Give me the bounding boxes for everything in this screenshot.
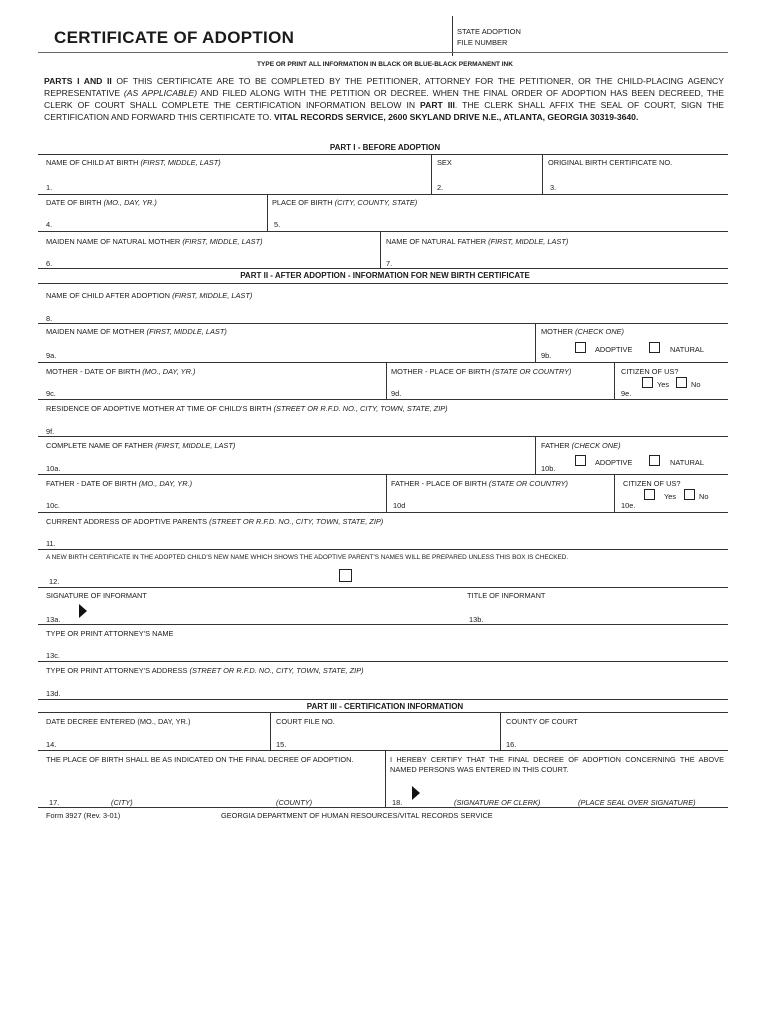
place-of-birth-label: PLACE OF BIRTH (CITY, COUNTY, STATE) bbox=[272, 198, 418, 207]
mother-natural-label: NATURAL bbox=[670, 345, 704, 354]
attorney-address-label: TYPE OR PRINT ATTORNEY'S ADDRESS (STREET OR R.F.D. NO., CITY, TOWN, STATE, ZIP) bbox=[46, 666, 364, 675]
court-file-number-label: COURT FILE NO. bbox=[276, 717, 335, 726]
field-num-15[interactable]: 15. bbox=[276, 740, 287, 749]
attorney-name-label: TYPE OR PRINT ATTORNEY'S NAME bbox=[46, 629, 174, 638]
field-num-9e: 9e. bbox=[621, 389, 632, 398]
father-pob-label: FATHER - PLACE OF BIRTH (STATE OR COUNTRY) bbox=[391, 479, 568, 488]
mother-citizen-no-checkbox[interactable] bbox=[676, 377, 687, 388]
ink-instruction: TYPE OR PRINT ALL INFORMATION IN BLACK OR BLUE-BLACK PERMANENT INK bbox=[257, 61, 513, 68]
field-num-7[interactable]: 7. bbox=[386, 259, 393, 268]
city-hint: (CITY) bbox=[111, 798, 133, 807]
clerk-sign-arrow-icon bbox=[412, 786, 420, 800]
field-num-4[interactable]: 4. bbox=[46, 220, 53, 229]
field-num-13c[interactable]: 13c. bbox=[46, 651, 60, 660]
field-num-3[interactable]: 3. bbox=[550, 183, 557, 192]
field-num-10a[interactable]: 10a. bbox=[46, 464, 61, 473]
mother-check-one-label: MOTHER (CHECK ONE) bbox=[541, 327, 624, 336]
father-natural-checkbox[interactable] bbox=[649, 455, 660, 466]
county-hint: (COUNTY) bbox=[276, 798, 313, 807]
field-num-9b: 9b. bbox=[541, 351, 552, 360]
mother-citizen-yes-label: Yes bbox=[657, 380, 670, 389]
father-citizen-no-label: No bbox=[699, 492, 709, 501]
residence-adoptive-mother-label: RESIDENCE OF ADOPTIVE MOTHER AT TIME OF CHILD'S BIRTH (STREET OR R.F.D. NO., CITY, TOWN, STATE, ZIP) bbox=[46, 404, 448, 413]
mother-adoptive-label: ADOPTIVE bbox=[595, 345, 633, 354]
field-num-9c[interactable]: 9c. bbox=[46, 389, 56, 398]
state-adoption-file-number-box[interactable] bbox=[452, 16, 521, 56]
form-number: Form 3927 (Rev. 3-01) bbox=[46, 811, 121, 820]
part2-heading: PART II - AFTER ADOPTION - INFORMATION FOR NEW BIRTH CERTIFICATE bbox=[240, 271, 530, 280]
field-num-2[interactable]: 2. bbox=[437, 183, 444, 192]
field-num-13d[interactable]: 13d. bbox=[46, 689, 61, 698]
mother-maiden-name-label: MAIDEN NAME OF MOTHER (FIRST, MIDDLE, LAST) bbox=[46, 327, 227, 336]
mother-citizen-yes-checkbox[interactable] bbox=[642, 377, 653, 388]
field-num-10c[interactable]: 10c. bbox=[46, 501, 60, 510]
clerk-certification-statement: I HEREBY CERTIFY THAT THE FINAL DECREE OF ADOPTION CONCERNING THE ABOVE NAMED PERSONS WAS ENTERED IN THIS COURT. bbox=[390, 755, 724, 774]
header-divider bbox=[38, 52, 728, 53]
new-certificate-note: A NEW BIRTH CERTIFICATE IN THE ADOPTED CHILD'S NEW NAME WHICH SHOWS THE ADOPTIVE PARENT'S NAMES WILL BE PREPARED UNLESS THIS BOX IS CHECKED. bbox=[46, 554, 569, 561]
father-natural-label: NATURAL bbox=[670, 458, 704, 467]
current-address-label: CURRENT ADDRESS OF ADOPTIVE PARENTS (STREET OR R.F.D. NO., CITY, TOWN, STATE, ZIP) bbox=[46, 517, 384, 526]
original-birth-cert-label: ORIGINAL BIRTH CERTIFICATE NO. bbox=[548, 158, 673, 167]
father-name-label: COMPLETE NAME OF FATHER (FIRST, MIDDLE, LAST) bbox=[46, 441, 236, 450]
field-num-12: 12. bbox=[49, 577, 60, 586]
part3-heading: PART III - CERTIFICATION INFORMATION bbox=[306, 702, 464, 711]
informant-title-label: TITLE OF INFORMANT bbox=[467, 591, 546, 600]
field-num-10e: 10e. bbox=[621, 501, 636, 510]
field-num-1[interactable]: 1. bbox=[46, 183, 53, 192]
state-adoption-label: STATE ADOPTION bbox=[457, 27, 521, 36]
father-adoptive-label: ADOPTIVE bbox=[595, 458, 633, 467]
field-num-10d[interactable]: 10d bbox=[393, 501, 406, 510]
field-num-13a[interactable]: 13a. bbox=[46, 615, 61, 624]
date-of-birth-label: DATE OF BIRTH (MO., DAY, YR.) bbox=[46, 198, 157, 207]
no-new-certificate-checkbox[interactable] bbox=[339, 569, 352, 582]
place-of-birth-note: THE PLACE OF BIRTH SHALL BE AS INDICATED ON THE FINAL DECREE OF ADOPTION. bbox=[46, 755, 354, 764]
field-num-18[interactable]: 18. bbox=[392, 798, 403, 807]
field-num-9f[interactable]: 9f. bbox=[46, 427, 55, 436]
name-at-birth-label: NAME OF CHILD AT BIRTH (FIRST, MIDDLE, LAST) bbox=[46, 158, 221, 167]
field-num-6[interactable]: 6. bbox=[46, 259, 53, 268]
field-num-16[interactable]: 16. bbox=[506, 740, 517, 749]
mother-pob-label: MOTHER - PLACE OF BIRTH (STATE OR COUNTRY) bbox=[391, 367, 572, 376]
natural-father-label: NAME OF NATURAL FATHER (FIRST, MIDDLE, LAST) bbox=[386, 237, 569, 246]
field-num-5[interactable]: 5. bbox=[274, 220, 281, 229]
mother-natural-checkbox[interactable] bbox=[649, 342, 660, 353]
mother-citizen-label: CITIZEN OF US? bbox=[621, 367, 679, 376]
field-num-17[interactable]: 17. bbox=[49, 798, 60, 807]
field-num-11[interactable]: 11. bbox=[46, 539, 56, 548]
field-num-9a[interactable]: 9a. bbox=[46, 351, 57, 360]
part1-heading: PART I - BEFORE ADOPTION bbox=[329, 143, 441, 152]
mother-adoptive-checkbox[interactable] bbox=[575, 342, 586, 353]
father-citizen-yes-checkbox[interactable] bbox=[644, 489, 655, 500]
father-check-one-label: FATHER (CHECK ONE) bbox=[541, 441, 621, 450]
name-after-adoption-label: NAME OF CHILD AFTER ADOPTION (FIRST, MIDDLE, LAST) bbox=[46, 291, 253, 300]
file-number-label: FILE NUMBER bbox=[457, 38, 508, 47]
father-citizen-no-checkbox[interactable] bbox=[684, 489, 695, 500]
field-num-13b[interactable]: 13b. bbox=[469, 615, 484, 624]
form-title: CERTIFICATE OF ADOPTION bbox=[54, 28, 295, 47]
divider bbox=[38, 154, 728, 155]
sex-label: SEX bbox=[437, 158, 452, 167]
decree-date-label: DATE DECREE ENTERED (MO., DAY, YR.) bbox=[46, 717, 191, 726]
field-num-10b: 10b. bbox=[541, 464, 556, 473]
department-footer: GEORGIA DEPARTMENT OF HUMAN RESOURCES/VITAL RECORDS SERVICE bbox=[221, 811, 493, 820]
father-citizen-label: CITIZEN OF US? bbox=[623, 479, 681, 488]
informant-signature-label: SIGNATURE OF INFORMANT bbox=[46, 591, 147, 600]
mother-citizen-no-label: No bbox=[691, 380, 701, 389]
mother-dob-label: MOTHER - DATE OF BIRTH (MO., DAY, YR.) bbox=[46, 367, 196, 376]
natural-mother-label: MAIDEN NAME OF NATURAL MOTHER (FIRST, MIDDLE, LAST) bbox=[46, 237, 263, 246]
form-instructions: PARTS I AND II OF THIS CERTIFICATE ARE TO BE COMPLETED BY THE PETITIONER, ATTORNEY FOR THE PETITIONER, OR THE CHILD-PLACING AGENCY REPRESENTATIVE (AS APPLICABLE) AND FILED ALONG WITH THE PETITION OR DECREE. WHEN THE FINAL ORDER OF ADOPTION HAS BEEN DECREED, THE CLERK OF COURT SHALL COMPLETE THE CERTIFICATION INFORMATION BELOW IN PART III. THE CLERK SHALL AFFIX THE SEAL OF COURT, SIGN THE CERTIFICATION AND FORWARD THIS CERTIFICATE TO. VITAL RECORDS SERVICE, 2600 SKYLAND DRIVE N.E., ATLANTA, GEORGIA 30319-3640. bbox=[44, 76, 725, 122]
sign-here-arrow-icon bbox=[79, 604, 87, 618]
father-adoptive-checkbox[interactable] bbox=[575, 455, 586, 466]
field-num-14[interactable]: 14. bbox=[46, 740, 57, 749]
father-dob-label: FATHER - DATE OF BIRTH (MO., DAY, YR.) bbox=[46, 479, 193, 488]
county-of-court-label: COUNTY OF COURT bbox=[506, 717, 578, 726]
field-num-9d[interactable]: 9d. bbox=[391, 389, 402, 398]
seal-hint: (PLACE SEAL OVER SIGNATURE) bbox=[578, 798, 696, 807]
father-citizen-yes-label: Yes bbox=[664, 492, 677, 501]
clerk-signature-hint: (SIGNATURE OF CLERK) bbox=[454, 798, 541, 807]
field-num-8[interactable]: 8. bbox=[46, 314, 53, 323]
